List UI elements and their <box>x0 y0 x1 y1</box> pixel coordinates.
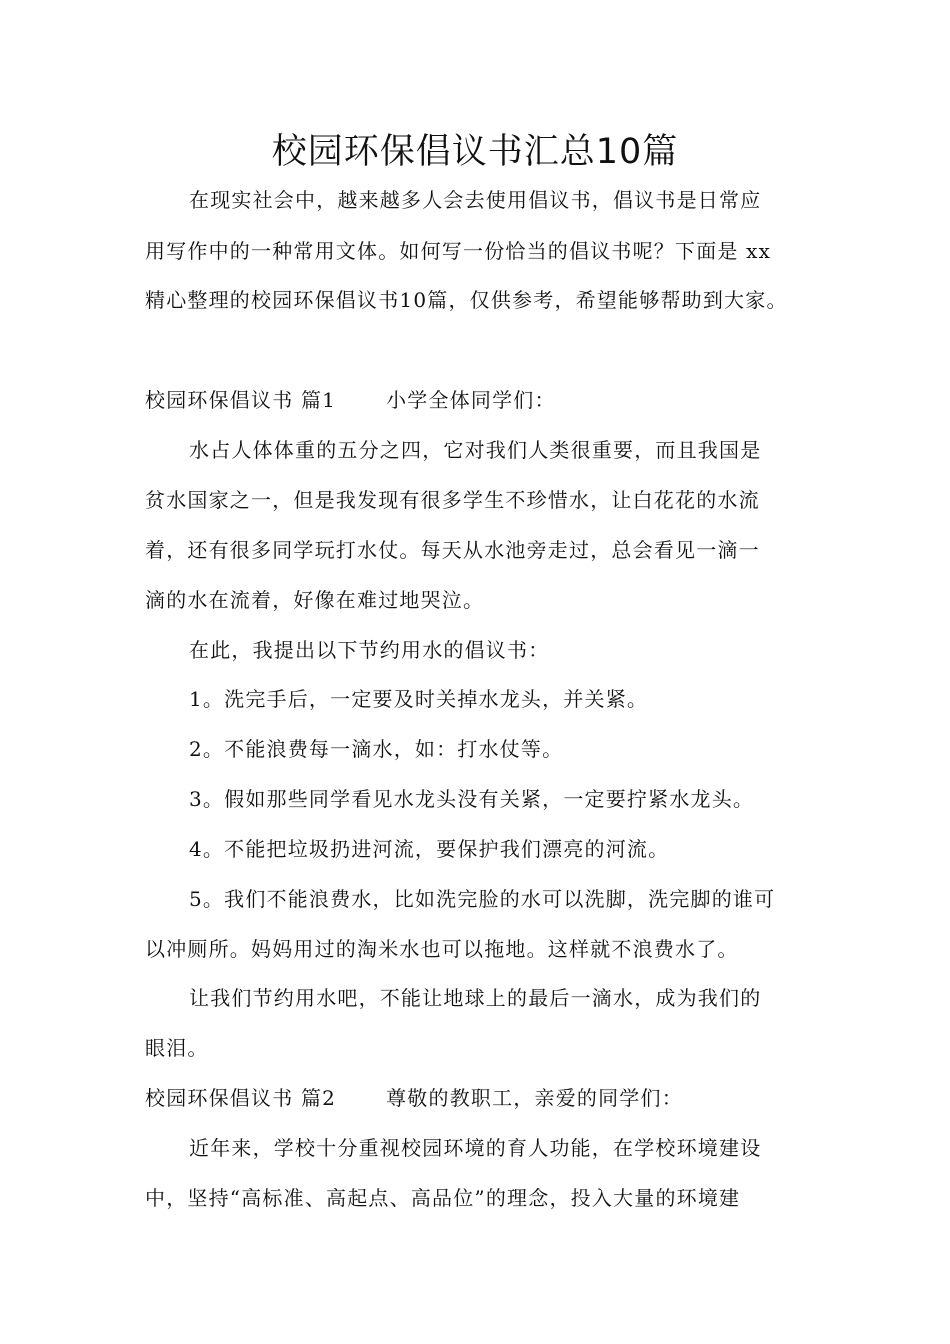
section1-item-3: 3。假如那些同学看见水龙头没有关紧，一定要拧紧水龙头。 <box>189 787 755 811</box>
section1-para1-line-4: 滴的水在流着，好像在难过地哭泣。 <box>145 588 485 612</box>
section2-salutation: 尊敬的教职工，亲爱的同学们： <box>386 1086 683 1110</box>
section1-closing-line-1: 让我们节约用水吧，不能让地球上的最后一滴水，成为我们的 <box>189 986 762 1010</box>
intro-line-2: 用写作中的一种常用文体。如何写一份恰当的倡议书呢？下面是 xx <box>145 239 772 263</box>
section2-heading-row <box>145 1083 815 1113</box>
section1-item-5-line-2: 以冲厕所。妈妈用过的淘米水也可以拖地。这样就不浪费水了。 <box>145 937 739 961</box>
document-title: 校园环保倡议书汇总10篇 <box>271 132 679 172</box>
intro-line-1: 在现实社会中，越来越多人会去使用倡议书，倡议书是日常应 <box>189 188 762 212</box>
section1-para1-line-3: 着，还有很多同学玩打水仗。每天从水池旁走过，总会看见一滴一 <box>145 538 760 562</box>
section1-para1-line-2: 贫水国家之一，但是我发现有很多学生不珍惜水，让白花花的水流 <box>145 488 760 512</box>
section2-heading: 校园环保倡议书 篇2 <box>145 1086 337 1110</box>
section1-salutation: 小学全体同学们： <box>386 388 556 412</box>
section1-para1-line-1: 水占人体体重的五分之四，它对我们人类很重要，而且我国是 <box>189 438 762 462</box>
section2-para1-line-2: 中，坚持“高标准、高起点、高品位”的理念，投入大量的环境建 <box>145 1186 741 1210</box>
section1-heading-row <box>145 385 815 415</box>
section1-item-2: 2。不能浪费每一滴水，如：打水仗等。 <box>189 737 564 761</box>
intro-line-3: 精心整理的校园环保倡议书10篇，仅供参考，希望能够帮助到大家。 <box>145 288 788 312</box>
section1-heading: 校园环保倡议书 篇1 <box>145 388 337 412</box>
section1-item-5-line-1: 5。我们不能浪费水，比如洗完脸的水可以洗脚，洗完脚的谁可 <box>189 887 776 911</box>
section1-closing-line-2: 眼泪。 <box>145 1036 209 1060</box>
section1-item-4: 4。不能把垃圾扔进河流，要保护我们漂亮的河流。 <box>189 837 670 861</box>
section1-para2: 在此，我提出以下节约用水的倡议书： <box>189 638 550 662</box>
section2-para1-line-1: 近年来，学校十分重视校园环境的育人功能，在学校环境建设 <box>189 1136 762 1160</box>
section1-item-1: 1。洗完手后，一定要及时关掉水龙头，并关紧。 <box>189 687 649 711</box>
